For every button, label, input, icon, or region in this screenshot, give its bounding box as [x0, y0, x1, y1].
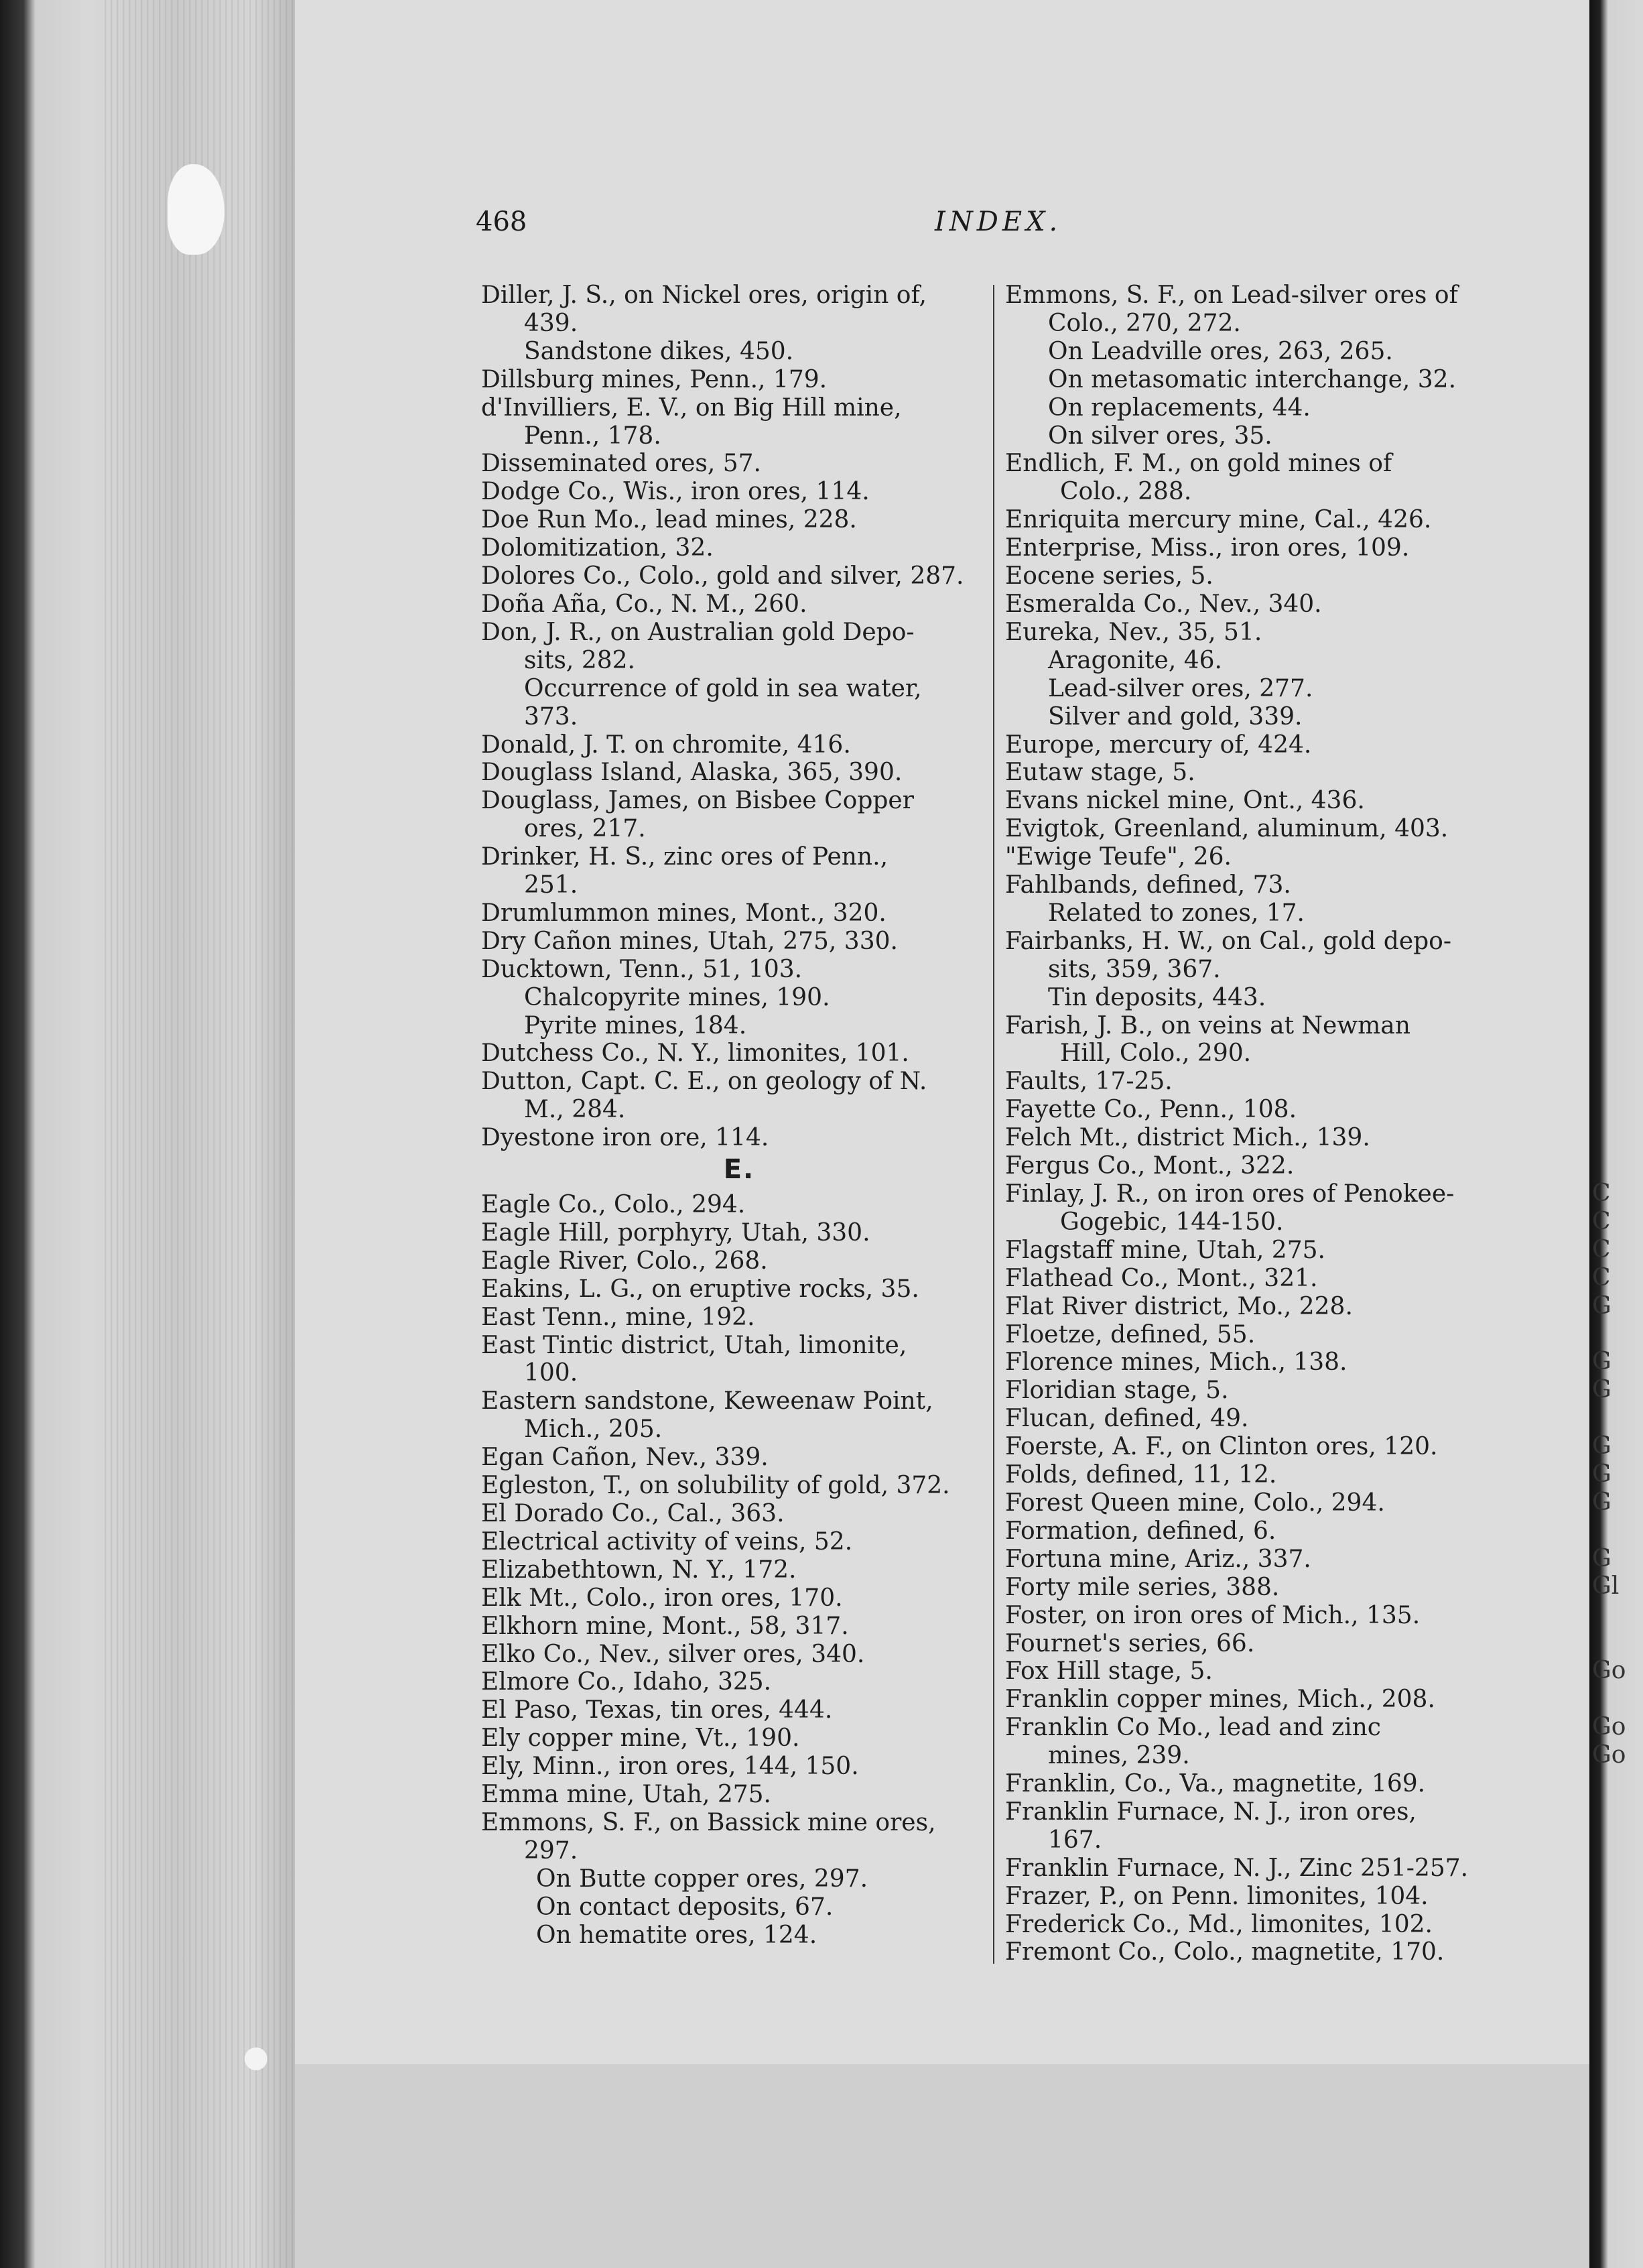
index-entry: Eocene series, 5.: [1005, 562, 1213, 590]
margin-fragment: [1592, 1600, 1639, 1629]
index-entry: Douglass, James, on Bisbee Copper: [481, 787, 914, 815]
index-subentry: 251.: [524, 871, 578, 899]
index-entry: Franklin, Co., Va., magnetite, 169.: [1005, 1770, 1426, 1798]
index-entry: Elizabethtown, N. Y., 172.: [481, 1556, 797, 1584]
index-entry: Emmons, S. F., on Lead-silver ores of: [1005, 281, 1458, 309]
index-entry: Fergus Co., Mont., 322.: [1005, 1152, 1295, 1180]
index-entry: Enterprise, Miss., iron ores, 109.: [1005, 534, 1410, 562]
index-entry: Floridian stage, 5.: [1005, 1377, 1229, 1405]
index-entry: Egan Cañon, Nev., 339.: [481, 1444, 769, 1472]
margin-fragment: [1592, 1404, 1639, 1432]
index-entry: Florence mines, Mich., 138.: [1005, 1348, 1348, 1377]
index-subentry: Pyrite mines, 184.: [524, 1011, 747, 1040]
index-entry: Ely, Minn., iron ores, 144, 150.: [481, 1753, 859, 1781]
index-entry: Dry Cañon mines, Utah, 275, 330.: [481, 927, 898, 955]
margin-fragment: [1592, 1320, 1639, 1348]
index-entry: Franklin Furnace, N. J., iron ores,: [1005, 1798, 1417, 1826]
column-rule: [993, 285, 994, 1964]
index-entry: Enriquita mercury mine, Cal., 426.: [1005, 506, 1432, 534]
margin-fragment: G: [1592, 1488, 1612, 1516]
index-entry: Forty mile series, 388.: [1005, 1573, 1280, 1601]
margin-fragment: G: [1592, 1432, 1612, 1460]
index-subentry: ores, 217.: [524, 815, 646, 843]
index-subentry: On silver ores, 35.: [1048, 422, 1272, 450]
index-entry: Dolomitization, 32.: [481, 534, 714, 562]
index-entry: Dyestone iron ore, 114.: [481, 1124, 769, 1152]
index-entry: Egleston, T., on solubility of gold, 372.: [481, 1472, 950, 1500]
index-entry: Elkhorn mine, Mont., 58, 317.: [481, 1612, 849, 1640]
index-entry: Eagle Hill, porphyry, Utah, 330.: [481, 1218, 870, 1247]
index-subentry: On Leadville ores, 263, 265.: [1048, 337, 1393, 365]
index-entry: Faults, 17-25.: [1005, 1068, 1173, 1096]
margin-fragment: C: [1592, 1180, 1611, 1207]
margin-fragment: [1592, 1517, 1639, 1545]
page-number: 468: [476, 206, 527, 237]
index-entry: "Ewige Teufe", 26.: [1005, 843, 1232, 871]
margin-fragment: C: [1592, 1263, 1611, 1292]
index-subentry: Tin deposits, 443.: [1048, 983, 1266, 1011]
index-entry: Eagle River, Colo., 268.: [481, 1247, 768, 1275]
index-entry: Elmore Co., Idaho, 325.: [481, 1668, 772, 1696]
index-entry: Flagstaff mine, Utah, 275.: [1005, 1236, 1325, 1264]
index-entry: Don, J. R., on Australian gold Depo-: [481, 618, 915, 646]
index-subentry: Sandstone dikes, 450.: [524, 337, 794, 365]
index-entry: Forest Queen mine, Colo., 294.: [1005, 1489, 1385, 1517]
index-subentry: Colo., 288.: [1060, 478, 1192, 506]
page-header: [0, 206, 1643, 247]
page-bottom-margin: [295, 2064, 1595, 2268]
index-entry: d'Invilliers, E. V., on Big Hill mine,: [481, 393, 902, 422]
index-entry: Flathead Co., Mont., 321.: [1005, 1264, 1318, 1292]
index-subentry: Lead-silver ores, 277.: [1048, 674, 1313, 702]
index-entry: Eastern sandstone, Keweenaw Point,: [481, 1387, 933, 1415]
index-entry: Disseminated ores, 57.: [481, 450, 761, 478]
index-entry: Foerste, A. F., on Clinton ores, 120.: [1005, 1433, 1438, 1461]
paper-spot: [245, 2048, 267, 2070]
index-entry: Diller, J. S., on Nickel ores, origin of,: [481, 281, 927, 309]
index-subentry: mines, 239.: [1048, 1742, 1190, 1770]
margin-fragment: G: [1592, 1460, 1612, 1488]
index-entry: Dodge Co., Wis., iron ores, 114.: [481, 478, 870, 506]
index-entry: Fairbanks, H. W., on Cal., gold depo-: [1005, 927, 1452, 955]
index-subentry: M., 284.: [524, 1096, 626, 1124]
index-entry: Fournet's series, 66.: [1005, 1629, 1255, 1657]
index-entry: Eagle Co., Colo., 294.: [481, 1191, 746, 1218]
index-subentry: 100.: [524, 1359, 578, 1387]
index-entry: Frazer, P., on Penn. limonites, 104.: [1005, 1882, 1429, 1910]
index-entry: Farish, J. B., on veins at Newman: [1005, 1011, 1410, 1040]
adjacent-page-fragments: [1592, 1180, 1639, 1769]
index-entry: Emma mine, Utah, 275.: [481, 1781, 771, 1809]
page-stack-edges: [101, 0, 295, 2268]
index-entry: Dolores Co., Colo., gold and silver, 287.: [481, 562, 964, 590]
index-entry: Frederick Co., Md., limonites, 102.: [1005, 1910, 1433, 1938]
index-subentry: On Butte copper ores, 297.: [536, 1865, 868, 1893]
index-entry: Europe, mercury of, 424.: [1005, 731, 1312, 759]
index-entry: Franklin copper mines, Mich., 208.: [1005, 1686, 1435, 1714]
index-entry: Ely copper mine, Vt., 190.: [481, 1724, 800, 1753]
index-subentry: Silver and gold, 339.: [1048, 702, 1303, 731]
index-entry: Donald, J. T. on chromite, 416.: [481, 731, 851, 759]
margin-fragment: G: [1592, 1348, 1612, 1376]
margin-fragment: G: [1592, 1292, 1612, 1320]
index-entry: Folds, defined, 11, 12.: [1005, 1461, 1277, 1489]
index-entry: East Tintic district, Utah, limonite,: [481, 1331, 907, 1359]
index-entry: Eureka, Nev., 35, 51.: [1005, 618, 1262, 646]
index-entry: El Paso, Texas, tin ores, 444.: [481, 1696, 833, 1724]
index-entry: Fox Hill stage, 5.: [1005, 1657, 1213, 1686]
index-entry: Finlay, J. R., on iron ores of Penokee-: [1005, 1180, 1455, 1208]
index-entry: East Tenn., mine, 192.: [481, 1303, 755, 1331]
index-subentry: On contact deposits, 67.: [536, 1893, 834, 1921]
index-subentry: 297.: [524, 1836, 578, 1865]
index-entry: Dutchess Co., N. Y., limonites, 101.: [481, 1040, 909, 1068]
index-entry: Foster, on iron ores of Mich., 135.: [1005, 1601, 1421, 1629]
index-subentry: Gogebic, 144-150.: [1060, 1208, 1284, 1236]
index-entry: Flat River district, Mo., 228.: [1005, 1292, 1353, 1320]
index-entry: Fahlbands, defined, 73.: [1005, 871, 1291, 899]
index-entry: Doe Run Mo., lead mines, 228.: [481, 506, 857, 534]
index-entry: Formation, defined, 6.: [1005, 1517, 1276, 1545]
index-subentry: On hematite ores, 124.: [536, 1921, 817, 1949]
index-subentry: Mich., 205.: [524, 1415, 663, 1444]
index-subentry: 167.: [1048, 1826, 1102, 1854]
index-subentry: Occurrence of gold in sea water,: [524, 674, 922, 702]
index-entry: Doña Aña, Co., N. M., 260.: [481, 590, 807, 618]
margin-fragment: Go: [1592, 1657, 1626, 1685]
index-entry: Douglass Island, Alaska, 365, 390.: [481, 759, 903, 787]
index-subentry: 373.: [524, 702, 578, 731]
index-entry: Drumlummon mines, Mont., 320.: [481, 899, 886, 927]
margin-fragment: Gl: [1592, 1572, 1620, 1600]
margin-fragment: C: [1592, 1207, 1611, 1235]
index-entry: Fremont Co., Colo., magnetite, 170.: [1005, 1938, 1445, 1966]
index-entry: Fayette Co., Penn., 108.: [1005, 1096, 1297, 1124]
index-entry: Franklin Furnace, N. J., Zinc 251-257.: [1005, 1854, 1469, 1882]
index-entry: Felch Mt., district Mich., 139.: [1005, 1124, 1370, 1152]
index-subentry: Penn., 178.: [524, 422, 661, 450]
index-entry: Floetze, defined, 55.: [1005, 1320, 1256, 1348]
adjacent-page-edge: [1589, 0, 1643, 2268]
margin-fragment: Go: [1592, 1741, 1626, 1769]
index-subentry: On metasomatic interchange, 32.: [1048, 365, 1457, 393]
index-subentry: sits, 359, 367.: [1048, 955, 1221, 983]
index-entry: Dutton, Capt. C. E., on geology of N.: [481, 1068, 927, 1096]
index-entry: Evans nickel mine, Ont., 436.: [1005, 787, 1365, 815]
index-entry: Evigtok, Greenland, aluminum, 403.: [1005, 815, 1449, 843]
margin-fragment: [1592, 1629, 1639, 1657]
index-entry: Electrical activity of veins, 52.: [481, 1527, 853, 1556]
index-entry: Flucan, defined, 49.: [1005, 1405, 1249, 1433]
index-subentry: 439.: [524, 309, 578, 337]
index-column-right: [1005, 281, 1521, 1966]
index-column-left: [481, 281, 997, 1949]
index-subentry: On replacements, 44.: [1048, 393, 1311, 422]
running-head: INDEX.: [935, 206, 1062, 237]
index-entry: Dillsburg mines, Penn., 179.: [481, 365, 828, 393]
index-entry: Elk Mt., Colo., iron ores, 170.: [481, 1584, 843, 1612]
index-entry: Ducktown, Tenn., 51, 103.: [481, 955, 803, 983]
index-entry: Eutaw stage, 5.: [1005, 759, 1195, 787]
index-entry: Emmons, S. F., on Bassick mine ores,: [481, 1808, 936, 1836]
index-subentry: sits, 282.: [524, 646, 635, 674]
index-entry: Elko Co., Nev., silver ores, 340.: [481, 1640, 865, 1668]
index-subentry: Hill, Colo., 290.: [1060, 1040, 1252, 1068]
index-entry: Esmeralda Co., Nev., 340.: [1005, 590, 1322, 618]
section-heading: E.: [723, 1154, 755, 1186]
index-subentry: Aragonite, 46.: [1048, 646, 1222, 674]
index-entry: Endlich, F. M., on gold mines of: [1005, 450, 1392, 478]
index-entry: Fortuna mine, Ariz., 337.: [1005, 1545, 1311, 1573]
margin-fragment: G: [1592, 1544, 1612, 1572]
index-subentry: Chalcopyrite mines, 190.: [524, 983, 830, 1011]
margin-fragment: [1592, 1685, 1639, 1713]
index-entry: Franklin Co Mo., lead and zinc: [1005, 1714, 1381, 1742]
index-entry: El Dorado Co., Cal., 363.: [481, 1499, 785, 1527]
index-entry: Eakins, L. G., on eruptive rocks, 35.: [481, 1275, 919, 1303]
index-subentry: Colo., 270, 272.: [1048, 309, 1241, 337]
index-entry: Drinker, H. S., zinc ores of Penn.,: [481, 843, 889, 871]
margin-fragment: C: [1592, 1235, 1611, 1263]
margin-fragment: G: [1592, 1376, 1612, 1404]
margin-fragment: Go: [1592, 1712, 1626, 1741]
index-subentry: Related to zones, 17.: [1048, 899, 1305, 927]
